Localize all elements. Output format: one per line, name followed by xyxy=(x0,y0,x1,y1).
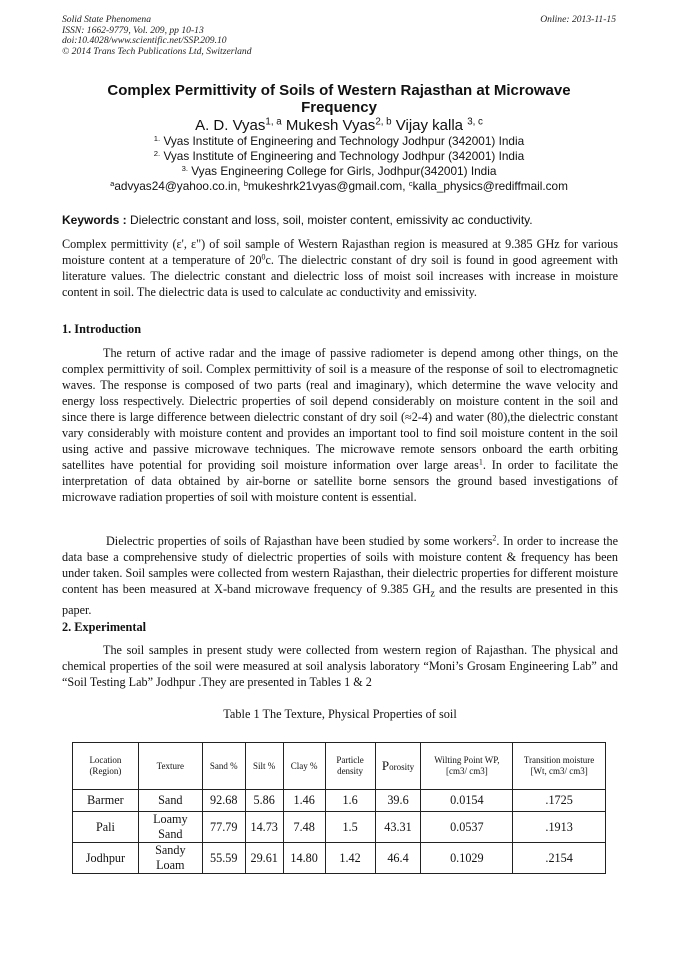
keywords-label: Keywords : xyxy=(62,213,127,227)
paragraph-text: The return of active radar and the image of passive radiometer is depend among other things, on the complex permittivity of soil. Complex permittivity of soil is a measure of the response of soil to electromagnetic waves. The response is composed of two parts (real and imaginary), which determine the wave velocity and energy loss respectively. Dielectric properties of soil depend considerably on moisture content in the soil and since there is large difference between dielectric constant of dry soil (≈2-4) and water (80),the dielectric constant vary considerably with moisture content and provides an important tool to find soil moisture content in the soil using active and passive microwave techniques. The microwave remote sensors onboard the earth orbiting satellites have potential for providing soil moisture information over large areas xyxy=(62,346,618,472)
journal-doi: doi:10.4028/www.scientific.net/SSP.209.10 xyxy=(62,35,227,47)
soil-properties-table xyxy=(72,742,606,874)
cell-texture: Sandy Loam xyxy=(138,843,202,874)
column-header-clay: Clay % xyxy=(283,743,325,790)
section-heading-introduction: 1. Introduction xyxy=(62,322,142,336)
cell-transition-moisture: .2154 xyxy=(513,843,606,874)
keywords xyxy=(62,213,618,227)
email-superscript: b xyxy=(243,178,248,188)
paragraph-text: . In order to increase the data base a comprehensive study of dielectric properties of soils with moisture content & frequency has been under taken. Soil samples were collected from western Rajasthan, their dielectric properties for different moisture content has been measured at X-band microwave frequency of 9.385 GH xyxy=(62,534,618,596)
column-header-particle-density: Particle density xyxy=(325,743,375,790)
column-header-silt: Silt % xyxy=(245,743,283,790)
cell-location: Jodhpur xyxy=(73,843,139,874)
affiliation-number: 2. xyxy=(153,148,161,158)
citation-superscript: 1 xyxy=(478,457,483,467)
column-header-texture: Texture xyxy=(138,743,202,790)
cell-sand: 55.59 xyxy=(202,843,245,874)
journal-header xyxy=(62,15,252,57)
column-header-wilting-point: Wilting Point WP, [cm3/ cm3] xyxy=(421,743,513,790)
column-header-porosity xyxy=(375,743,421,790)
email-link[interactable]: kalla_physics@rediffmail.com xyxy=(412,179,568,193)
cell-silt: 5.86 xyxy=(245,790,283,812)
affiliation-number: 3. xyxy=(181,163,188,173)
affiliation-line xyxy=(60,164,618,179)
table-row xyxy=(73,812,606,843)
cell-particle-density: 1.5 xyxy=(325,812,375,843)
table-caption: Table 1 The Texture, Physical Properties of soil xyxy=(223,707,457,721)
porosity-rest: orosity xyxy=(389,761,415,772)
cell-transition-moisture: .1913 xyxy=(513,812,606,843)
paragraph-text: and the results are presented in this paper. xyxy=(62,582,618,618)
author-superscript: 3, c xyxy=(467,116,483,128)
degree-superscript: 0 xyxy=(261,252,266,262)
paragraph-text: Dielectric properties of soils of Rajasthan have been studied by some workers xyxy=(106,534,493,548)
paper-title-line1: Complex Permittivity of Soils of Western Rajasthan at Microwave xyxy=(107,82,571,99)
affiliation-text: Vyas Engineering College for Girls, Jodhpur(342001) India xyxy=(191,164,497,178)
affiliation-text: Vyas Institute of Engineering and Technology Jodhpur (342001) India xyxy=(163,134,525,148)
column-header-location: Location (Region) xyxy=(73,743,139,790)
affiliation-line xyxy=(60,134,618,149)
column-header-sand: Sand % xyxy=(202,743,245,790)
cell-clay: 1.46 xyxy=(283,790,325,812)
email-link[interactable]: mukeshrk21vyas@gmail.com, xyxy=(247,179,409,193)
cell-silt: 29.61 xyxy=(245,843,283,874)
cell-texture: Sand xyxy=(138,790,202,812)
unit-subscript: z xyxy=(430,588,435,600)
cell-silt: 14.73 xyxy=(245,812,283,843)
cell-porosity: 46.4 xyxy=(375,843,421,874)
journal-name: Solid State Phenomena xyxy=(62,14,151,25)
keywords-text: Dielectric constant and loss, soil, moister content, emissivity ac conductivity. xyxy=(126,213,533,227)
cell-clay: 7.48 xyxy=(283,812,325,843)
cell-texture: Loamy Sand xyxy=(138,812,202,843)
author-name: A. D. Vyas xyxy=(195,117,266,134)
affiliation-text: Vyas Institute of Engineering and Technology Jodhpur (342001) India xyxy=(163,149,525,163)
cell-particle-density: 1.42 xyxy=(325,843,375,874)
experimental-paragraph: The soil samples in present study were collected from western region of Rajasthan. The physical and chemical properties of the soil were measured at soil analysis laboratory “Moni’s Grosam Engineering Lab” and “Soil Testing Lab” Jodhpur .They are presented in Tables 1 & 2 xyxy=(62,643,618,689)
email-superscript: a xyxy=(110,178,115,188)
cell-sand: 92.68 xyxy=(202,790,245,812)
section-heading-experimental: 2. Experimental xyxy=(62,620,147,634)
cell-particle-density: 1.6 xyxy=(325,790,375,812)
cell-sand: 77.79 xyxy=(202,812,245,843)
abstract-text: c. The dielectric constant of dry soil is found in good agreement with literature values. The dielectric constant and dielectric loss of moist soil increases with increase in moisture content in soil. The dielectric data is used to calculate ac conductivity and emissivity. xyxy=(62,253,618,299)
author-superscript: 2, b xyxy=(375,116,392,128)
email-superscript: c xyxy=(408,178,413,188)
cell-porosity: 39.6 xyxy=(375,790,421,812)
paper-title-line2: Frequency xyxy=(301,99,377,116)
author-list xyxy=(60,117,618,134)
cell-clay: 14.80 xyxy=(283,843,325,874)
table-row xyxy=(73,790,606,812)
citation-superscript: 2 xyxy=(492,533,497,543)
email-line xyxy=(60,179,618,194)
intro-paragraph-1 xyxy=(62,345,618,505)
cell-wilting-point: 0.1029 xyxy=(421,843,513,874)
journal-issn: ISSN: 1662-9779, Vol. 209, pp 10-13 xyxy=(62,24,204,36)
cell-location: Barmer xyxy=(73,790,139,812)
email-link[interactable]: advyas24@yahoo.co.in, xyxy=(114,179,244,193)
cell-location: Pali xyxy=(73,812,139,843)
paragraph-text: . In order to facilitate the interpretation of data obtained by air-borne or satellite borne sensors the ground based investigations of microwave radiation properties of soil with moisture content is essential. xyxy=(62,458,618,504)
author-name: Mukesh Vyas xyxy=(285,117,376,134)
cell-porosity: 43.31 xyxy=(375,812,421,843)
affiliation-line xyxy=(60,149,618,164)
abstract xyxy=(62,236,618,300)
affiliations xyxy=(60,134,618,194)
intro-paragraph-2 xyxy=(62,533,618,618)
author-superscript: 1, a xyxy=(265,116,282,128)
affiliation-number: 1. xyxy=(153,133,161,143)
cell-wilting-point: 0.0537 xyxy=(421,812,513,843)
table-row xyxy=(73,843,606,874)
paper-title xyxy=(60,82,618,116)
column-header-transition-moisture: Transition moisture [Wt, cm3/ cm3] xyxy=(513,743,606,790)
cell-transition-moisture: .1725 xyxy=(513,790,606,812)
cell-wilting-point: 0.0154 xyxy=(421,790,513,812)
table-header-row xyxy=(73,743,606,790)
online-date: Online: 2013-11-15 xyxy=(540,14,616,25)
abstract-text: Complex permittivity (ε', ε") of soil sample of Western Rajasthan region is measured at 9.385 GHz for various moisture content at a temperature of 20 xyxy=(62,237,618,267)
author-name: Vijay kalla xyxy=(395,117,464,134)
journal-copyright: © 2014 Trans Tech Publications Ltd, Switzerland xyxy=(62,45,252,57)
porosity-initial: P xyxy=(381,757,390,773)
